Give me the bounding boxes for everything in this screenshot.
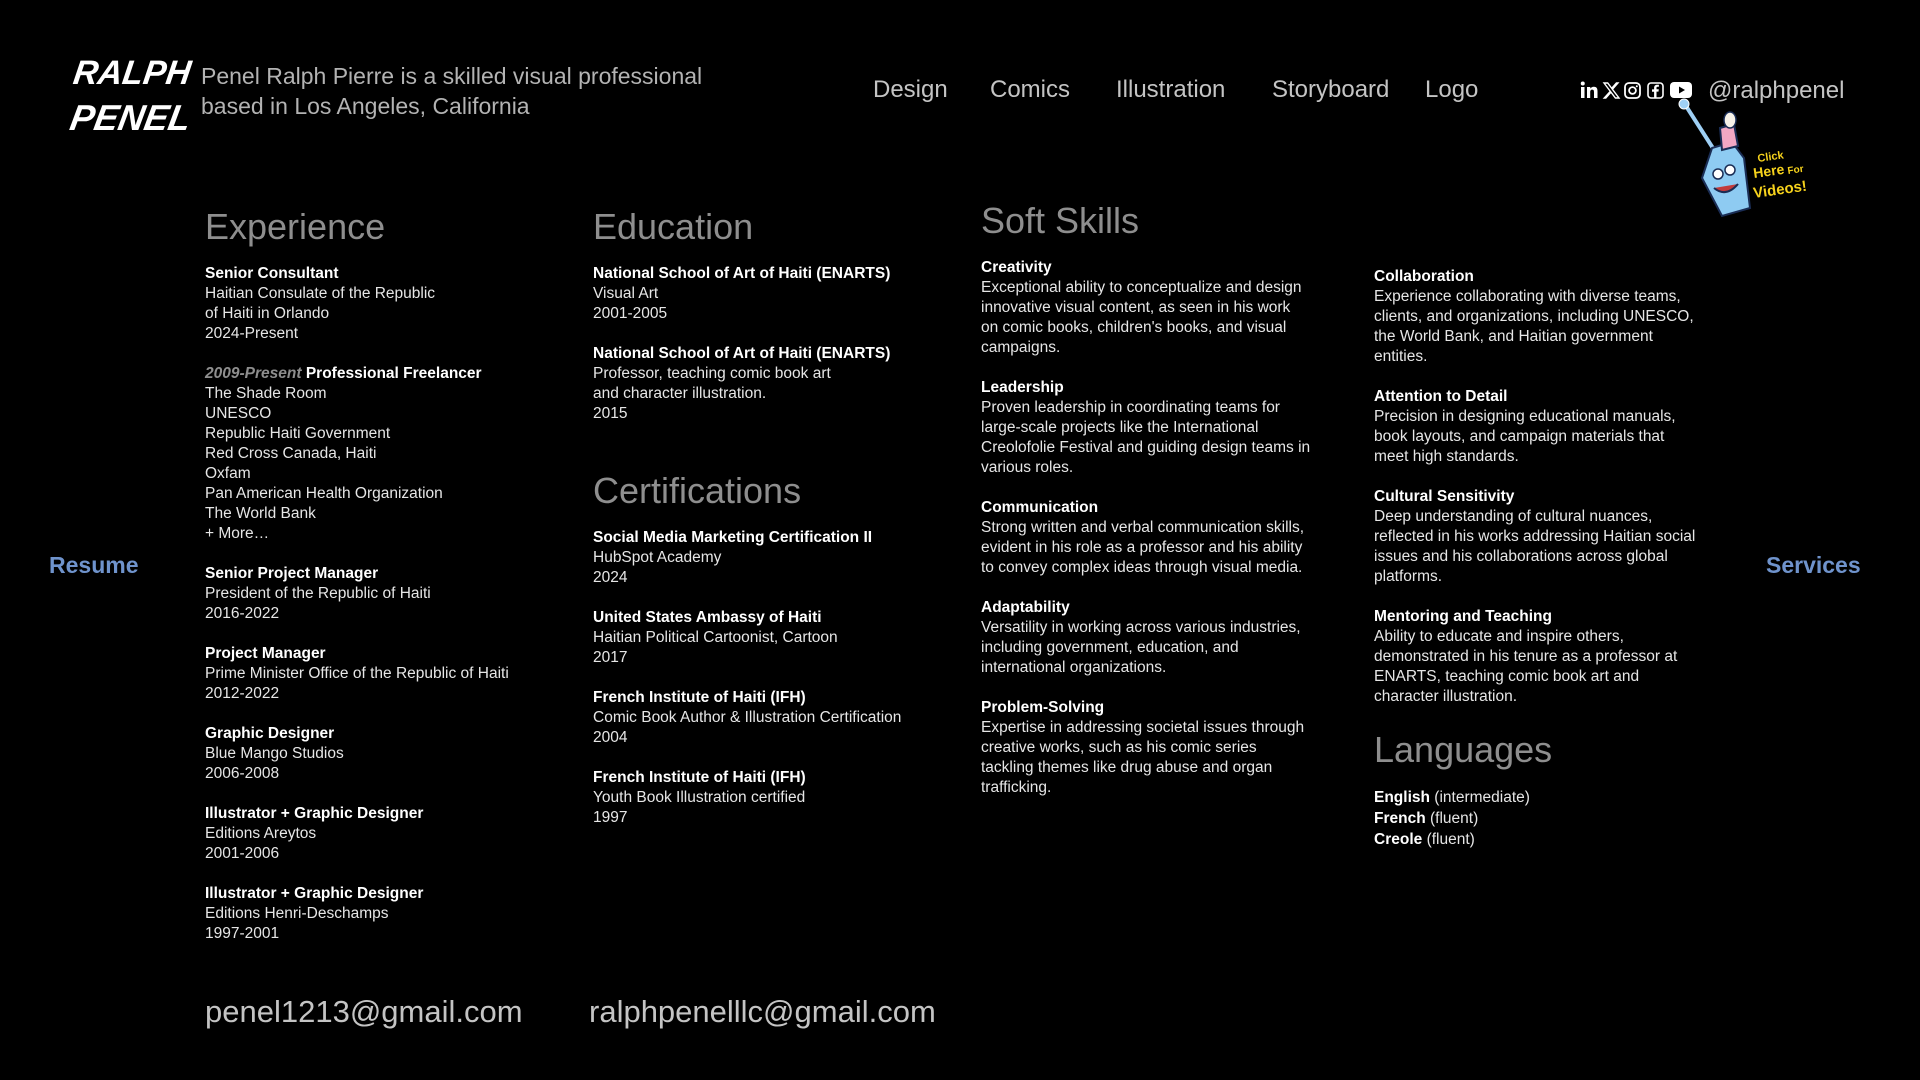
- nav-storyboard[interactable]: Storyboard: [1272, 76, 1390, 103]
- skill-desc-line: to convey complex ideas through visual media.: [981, 559, 1303, 576]
- experience-entry: [205, 884, 565, 944]
- entry-line: HubSpot Academy: [593, 549, 722, 566]
- experience-title: Experience: [205, 206, 386, 247]
- entry-title: Project Manager: [205, 645, 326, 662]
- education-entry: [593, 264, 973, 324]
- language-name: French: [1374, 810, 1426, 827]
- skill-desc-line: large-scale projects like the International: [981, 419, 1259, 436]
- skill-desc-line: Ability to educate and inspire others,: [1374, 628, 1624, 645]
- entry-line: 2012-2022: [205, 685, 280, 702]
- entry-line: 2001-2006: [205, 845, 280, 862]
- skill-desc-line: reflected in his works addressing Haitian social: [1374, 528, 1696, 545]
- entry-line: Pan American Health Organization: [205, 485, 443, 502]
- education-title: Education: [593, 206, 754, 247]
- skill-item: [981, 698, 1321, 798]
- skill-title: Cultural Sensitivity: [1374, 488, 1515, 505]
- entry-title: Illustrator + Graphic Designer: [205, 805, 424, 822]
- ralph-penel-logo[interactable]: [67, 42, 195, 142]
- skill-item: [981, 258, 1321, 358]
- skill-title: Adaptability: [981, 599, 1070, 616]
- entry-line: UNESCO: [205, 405, 272, 422]
- entry-line: Oxfam: [205, 465, 251, 482]
- language-item: [1374, 808, 1714, 829]
- entry-title: Senior Project Manager: [205, 565, 379, 582]
- entry-title: Senior Consultant: [205, 265, 339, 282]
- certification-entry: [593, 768, 973, 828]
- entry-line: Republic Haiti Government: [205, 425, 391, 442]
- experience-section: [205, 206, 565, 964]
- entry-line: Comic Book Author & Illustration Certification: [593, 709, 902, 726]
- tagline-line-2: based in Los Angeles, California: [201, 93, 530, 119]
- skill-desc-line: creative works, such as his comic series: [981, 739, 1257, 756]
- languages-title: Languages: [1374, 729, 1553, 770]
- skill-desc-line: ENARTS, teaching comic book art and: [1374, 668, 1640, 685]
- nav-logo[interactable]: Logo: [1425, 76, 1479, 103]
- skill-item: [1374, 607, 1714, 707]
- entry-line: Haitian Consulate of the Republic: [205, 285, 436, 302]
- skill-desc-line: platforms.: [1374, 568, 1443, 585]
- skill-item: [981, 598, 1321, 678]
- skill-title: Communication: [981, 499, 1099, 516]
- skill-desc-line: the World Bank, and Haitian government: [1374, 328, 1653, 345]
- entry-line: 2024: [593, 569, 628, 586]
- services-link[interactable]: Services: [1766, 552, 1861, 578]
- entry-line: 2024-Present: [205, 325, 299, 342]
- facebook-icon[interactable]: [1647, 78, 1664, 102]
- entry-line: The World Bank: [205, 505, 316, 522]
- skill-desc-line: Versatility in working across various industries,: [981, 619, 1301, 636]
- skill-desc-line: trafficking.: [981, 779, 1052, 796]
- experience-entry: [205, 724, 565, 784]
- skill-desc-line: Proven leadership in coordinating teams for: [981, 399, 1280, 416]
- more-link[interactable]: + More…: [205, 525, 270, 542]
- experience-entry: [205, 804, 565, 864]
- entry-title: National School of Art of Haiti (ENARTS): [593, 265, 891, 282]
- skill-desc-line: character illustration.: [1374, 688, 1518, 705]
- entry-title: National School of Art of Haiti (ENARTS): [593, 345, 891, 362]
- skill-desc-line: Deep understanding of cultural nuances,: [1374, 508, 1653, 525]
- entry-line: 2016-2022: [205, 605, 280, 622]
- skill-desc-line: evident in his role as a professor and his ability: [981, 539, 1303, 556]
- experience-entry: [205, 644, 565, 704]
- entry-line: 2015: [593, 405, 628, 422]
- skill-desc-line: including government, education, and: [981, 639, 1239, 656]
- skill-desc-line: campaigns.: [981, 339, 1061, 356]
- certification-entry: [593, 528, 973, 588]
- skill-item: [981, 498, 1321, 578]
- entry-line: 2001-2005: [593, 305, 668, 322]
- certification-entry: [593, 608, 973, 668]
- entry-title: Social Media Marketing Certification II: [593, 529, 873, 546]
- mascot-text-for: For: [1786, 163, 1805, 177]
- entry-line: Editions Henri-Deschamps: [205, 905, 389, 922]
- experience-entry: [205, 564, 565, 624]
- skill-desc-line: on comic books, children's books, and visual: [981, 319, 1287, 336]
- entry-title-row: [205, 364, 565, 384]
- skill-title: Leadership: [981, 379, 1064, 396]
- mascot-text-videos: Videos!: [1752, 177, 1808, 202]
- skill-desc-line: Precision in designing educational manuals,: [1374, 408, 1676, 425]
- skill-desc-line: Experience collaborating with diverse teams,: [1374, 288, 1681, 305]
- experience-entry: [205, 364, 565, 544]
- entry-line: and character illustration.: [593, 385, 767, 402]
- entry-line: Red Cross Canada, Haiti: [205, 445, 377, 462]
- language-level: (fluent): [1426, 831, 1475, 848]
- entry-line: The Shade Room: [205, 385, 327, 402]
- soft-skills-section-2: [1374, 267, 1714, 850]
- nav-comics[interactable]: Comics: [990, 76, 1071, 103]
- soft-skills-title: Soft Skills: [981, 200, 1140, 241]
- entry-line: 1997: [593, 809, 628, 826]
- email-link-1[interactable]: penel1213@gmail.com: [205, 994, 523, 1029]
- nav-illustration[interactable]: Illustration: [1116, 76, 1226, 103]
- skill-desc-line: demonstrated in his tenure as a professor at: [1374, 648, 1678, 665]
- tagline-line-1: Penel Ralph Pierre is a skilled visual professional: [201, 63, 703, 89]
- skill-desc-line: Exceptional ability to conceptualize and design: [981, 279, 1302, 296]
- entry-line: Haitian Political Cartoonist, Cartoon: [593, 629, 838, 646]
- skill-desc-line: tackling themes like drug abuse and organ: [981, 759, 1273, 776]
- logo-text-ralph: RALPH: [70, 54, 194, 92]
- language-item: [1374, 829, 1714, 850]
- entry-line: Professor, teaching comic book art: [593, 365, 831, 382]
- education-entry: [593, 344, 973, 424]
- entry-line: of Haiti in Orlando: [205, 305, 330, 322]
- entry-line: 2006-2008: [205, 765, 280, 782]
- skill-desc-line: meet high standards.: [1374, 448, 1519, 465]
- entry-year: 2009-Present: [205, 365, 302, 382]
- skill-desc-line: clients, and organizations, including UNESCO,: [1374, 308, 1694, 325]
- entry-title: French Institute of Haiti (IFH): [593, 769, 806, 786]
- skill-item: [1374, 267, 1714, 367]
- soft-skills-section: [981, 200, 1321, 818]
- skill-desc-line: international organizations.: [981, 659, 1167, 676]
- mascot-text-here: Here: [1752, 160, 1786, 181]
- entry-line: Prime Minister Office of the Republic of Haiti: [205, 665, 509, 682]
- language-name: English: [1374, 789, 1430, 806]
- skill-title: Problem-Solving: [981, 699, 1105, 716]
- skill-desc-line: Strong written and verbal communication skills,: [981, 519, 1305, 536]
- entry-line: 1997-2001: [205, 925, 280, 942]
- entry-line: 2004: [593, 729, 628, 746]
- resume-link[interactable]: Resume: [49, 552, 139, 578]
- entry-line: President of the Republic of Haiti: [205, 585, 431, 602]
- skill-item: [981, 378, 1321, 478]
- email-link-2[interactable]: ralphpenelllc@gmail.com: [589, 994, 936, 1029]
- logo-text-penel: PENEL: [67, 97, 195, 138]
- entry-line: 2017: [593, 649, 628, 666]
- entry-title: French Institute of Haiti (IFH): [593, 689, 806, 706]
- skill-desc-line: book layouts, and campaign materials that: [1374, 428, 1665, 445]
- skill-desc-line: various roles.: [981, 459, 1074, 476]
- certifications-title: Certifications: [593, 470, 802, 511]
- education-section: [593, 206, 973, 848]
- entry-line: Editions Areytos: [205, 825, 317, 842]
- skill-desc-line: innovative visual content, as seen in his work: [981, 299, 1291, 316]
- entry-line: Visual Art: [593, 285, 659, 302]
- x-icon[interactable]: [1603, 78, 1620, 102]
- tagline: [201, 61, 761, 121]
- entry-title: United States Ambassy of Haiti: [593, 609, 822, 626]
- skill-title: Collaboration: [1374, 268, 1474, 285]
- language-level: (intermediate): [1434, 789, 1530, 806]
- skill-desc-line: Creolofolie Festival and guiding design teams in: [981, 439, 1311, 456]
- language-item: [1374, 787, 1714, 808]
- entry-title: Illustrator + Graphic Designer: [205, 885, 424, 902]
- language-name: Creole: [1374, 831, 1423, 848]
- skill-title: Mentoring and Teaching: [1374, 608, 1552, 625]
- skill-title: Creativity: [981, 259, 1052, 276]
- skill-item: [1374, 387, 1714, 467]
- linkedin-icon[interactable]: [1580, 78, 1598, 102]
- skill-desc-line: entities.: [1374, 348, 1428, 365]
- social-handle[interactable]: @ralphpenel: [1708, 77, 1845, 104]
- skill-desc-line: Expertise in addressing societal issues through: [981, 719, 1305, 736]
- entry-title: Graphic Designer: [205, 725, 335, 742]
- entry-line: Youth Book Illustration certified: [593, 789, 806, 806]
- click-here-for-videos-mascot[interactable]: [1672, 98, 1822, 233]
- skill-title: Attention to Detail: [1374, 388, 1508, 405]
- entry-line: Blue Mango Studios: [205, 745, 344, 762]
- instagram-icon[interactable]: [1624, 78, 1641, 102]
- mascot-text-click: Click: [1756, 149, 1785, 165]
- skill-item: [1374, 487, 1714, 587]
- experience-entry: [205, 264, 565, 344]
- nav-design[interactable]: Design: [873, 76, 948, 103]
- entry-title: Professional Freelancer: [305, 365, 482, 382]
- skill-desc-line: issues and his collaborations across global: [1374, 548, 1668, 565]
- certification-entry: [593, 688, 973, 748]
- language-level: (fluent): [1430, 810, 1479, 827]
